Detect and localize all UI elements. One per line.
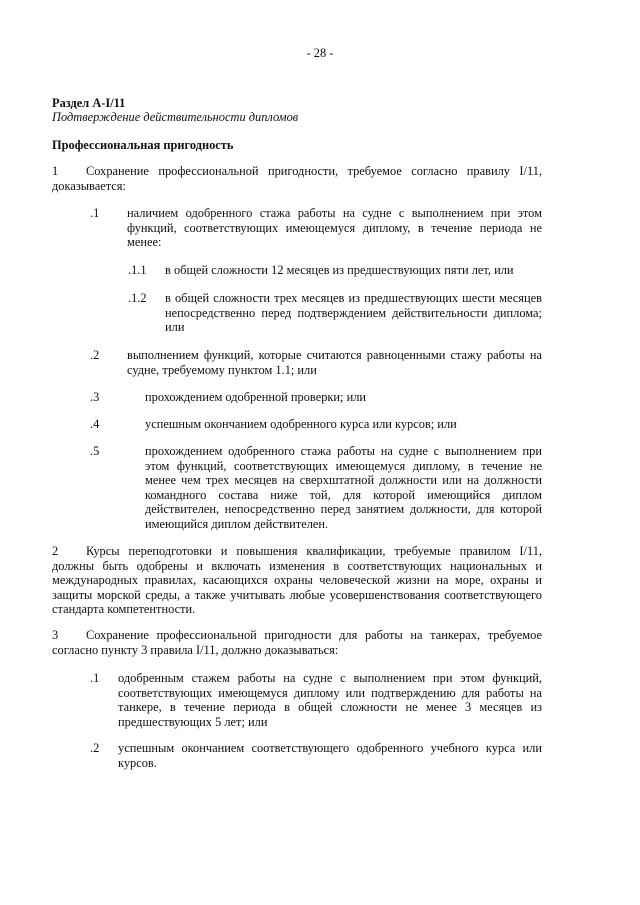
paragraph-1 bbox=[52, 164, 542, 193]
item-text: прохождением одобренного стажа работы на судне с выполнением при этом функций, соответствующих имеющемуся диплому, в течение не менее чем трех месяцев на сверхштатной должности или на должности командного состава ниже той, для которой имеющийся диплом действителен, непосредственно перед занятием должности, для которой имеющийся диплом действителен. bbox=[145, 444, 542, 531]
paragraph-number: 1 bbox=[52, 164, 59, 178]
item-text: успешным окончанием одобренного курса или курсов; или bbox=[145, 417, 457, 431]
paragraph-number: 2 bbox=[52, 544, 59, 558]
subitem-text: в общей сложности 12 месяцев из предшествующих пяти лет, или bbox=[165, 263, 514, 277]
paragraph-text: Курсы переподготовки и повышения квалификации, требуемые правилом I/11, должны быть одобрены и включать изменения в соответствующих национальных и международных правилах, касающихся охраны человеческой жизни на море, охраны и защиты морской среды, а также учитывать любые усовершенствования соответствующего стандарта компетентности. bbox=[52, 544, 542, 617]
heading-professional-competence: Профессиональная пригодность bbox=[52, 138, 234, 152]
section-subtitle: Подтверждение действительности дипломов bbox=[52, 110, 299, 124]
item-number: .5 bbox=[90, 444, 100, 458]
item-number: .4 bbox=[90, 417, 100, 431]
item-number: .2 bbox=[90, 348, 100, 362]
item-number: .1 bbox=[90, 206, 100, 220]
item-number: .3 bbox=[90, 390, 100, 404]
paragraph-number: 3 bbox=[52, 628, 59, 642]
item-text: наличием одобренного стажа работы на судне с выполнением при этом функций, соответствующих имеющемуся диплому, в течение периода не менее: bbox=[127, 206, 542, 250]
paragraph-text: Сохранение профессиональной пригодности для работы на танкерах, требуемое согласно пункту 3 правила I/11, должно доказываться: bbox=[52, 628, 542, 657]
item-number: .1 bbox=[90, 671, 100, 685]
section-title: Раздел A-I/11 bbox=[52, 96, 126, 110]
paragraph-3 bbox=[52, 628, 542, 657]
subitem-number: .1.2 bbox=[128, 291, 147, 305]
page-number: - 28 - bbox=[306, 46, 334, 60]
item-text: прохождением одобренной проверки; или bbox=[145, 390, 367, 404]
item-text: выполнением функций, которые считаются равноценными стажу работы на судне, требуемому пунктом 1.1; или bbox=[127, 348, 542, 377]
item-number: .2 bbox=[90, 741, 100, 755]
subitem-text: в общей сложности трех месяцев из предшествующих шести месяцев непосредственно перед подтверждением действительности диплома; или bbox=[165, 291, 542, 335]
paragraph-2 bbox=[52, 544, 542, 617]
subitem-number: .1.1 bbox=[128, 263, 147, 277]
paragraph-text: Сохранение профессиональной пригодности, требуемое согласно правилу I/11, доказывается: bbox=[52, 164, 542, 193]
item-text: успешным окончанием соответствующего одобренного учебного курса или курсов. bbox=[118, 741, 542, 770]
item-text: одобренным стажем работы на судне с выполнением при этом функций, соответствующих имеющемуся диплому или подтверждению для работы на танкере, в течение периода в общей сложности не менее 3 месяцев из предшествующих 5 лет; или bbox=[118, 671, 542, 729]
